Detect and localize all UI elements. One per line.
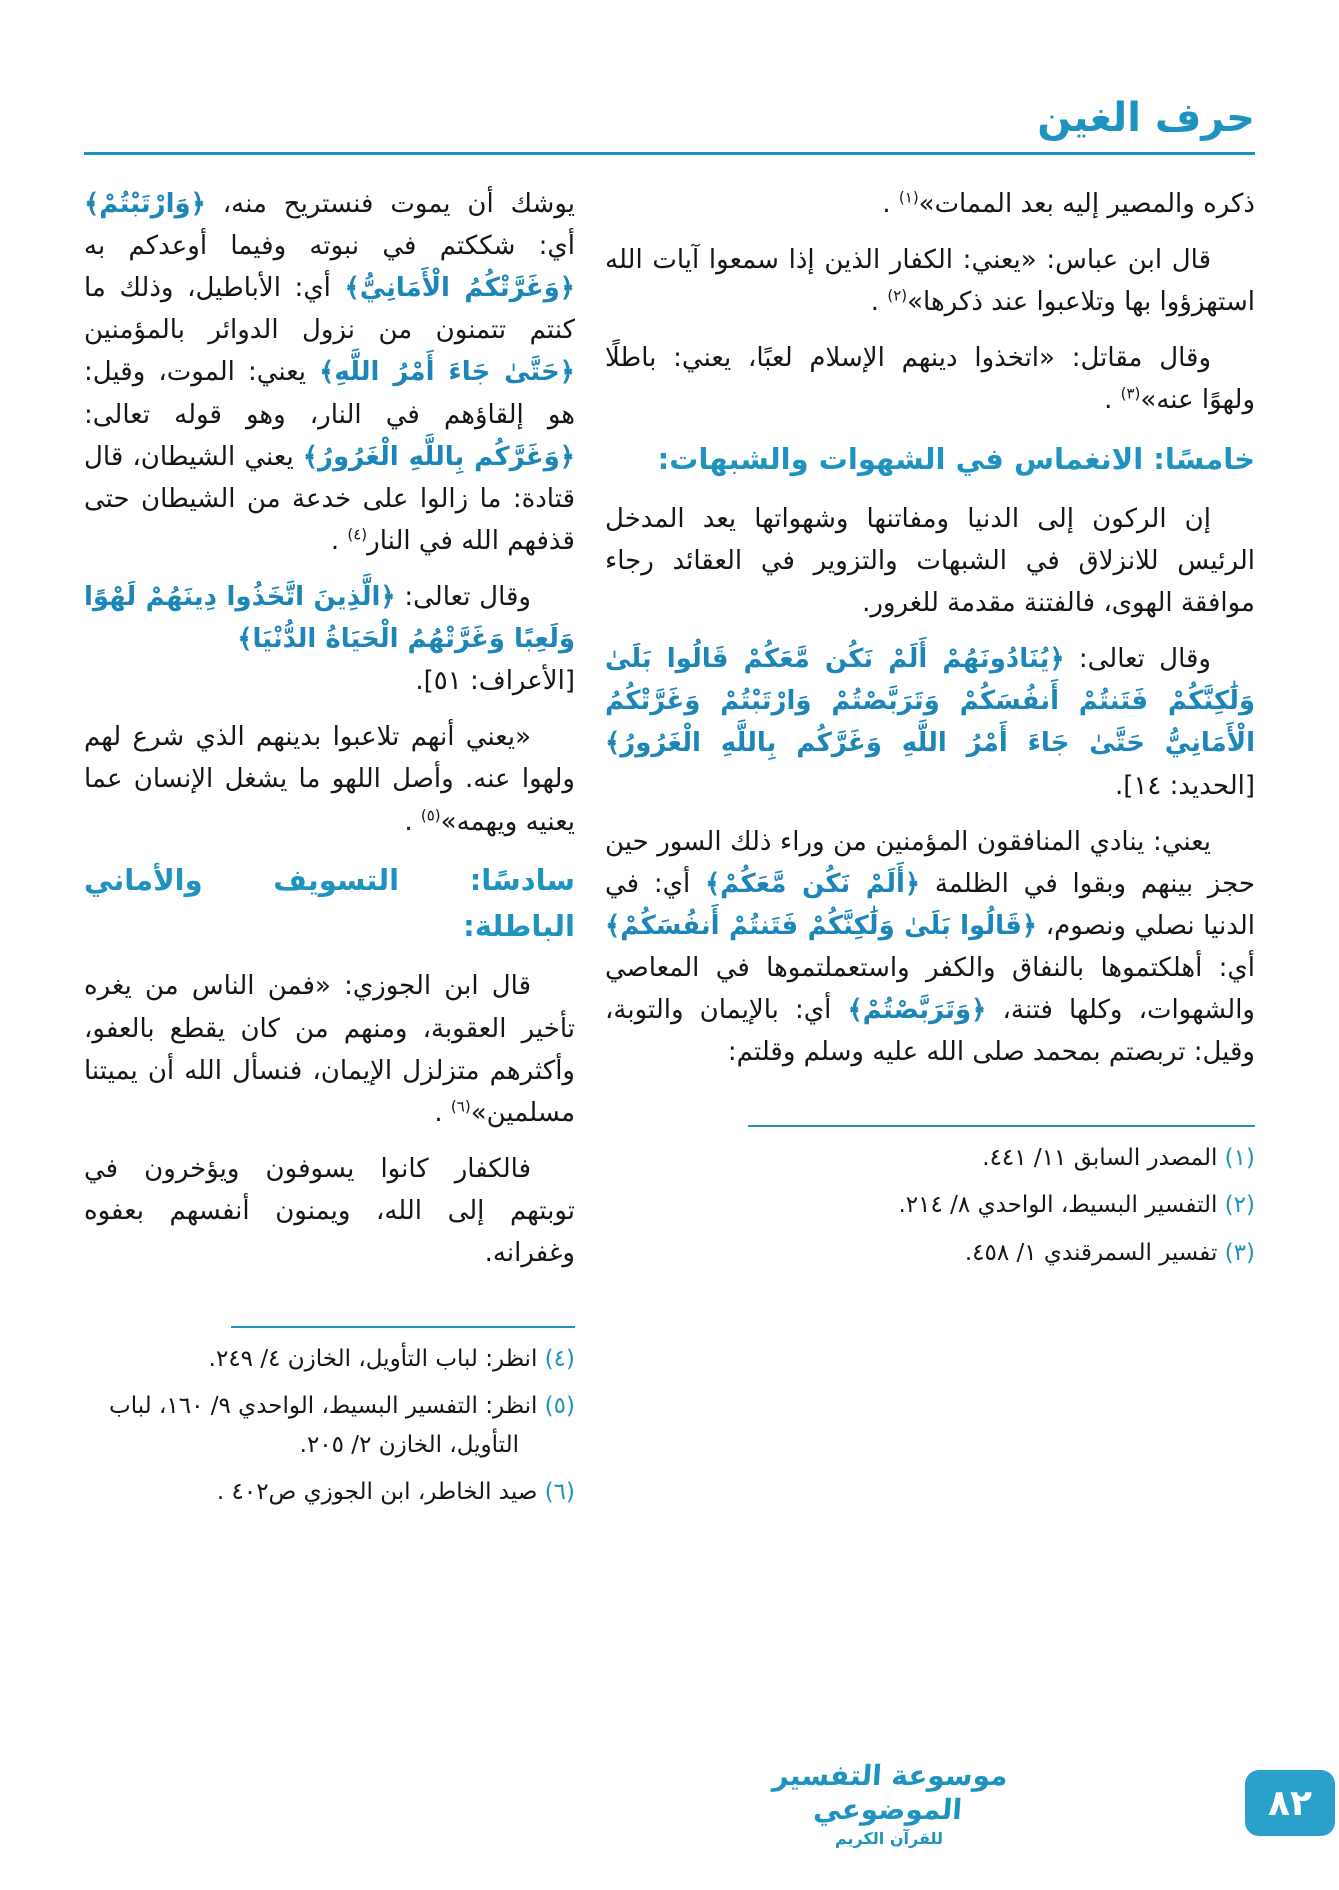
footnote-number: (١) <box>1224 1145 1255 1172</box>
text-run: . <box>434 1097 451 1128</box>
footnote-number: (٤) <box>544 1346 575 1373</box>
text-run: وقال تعالى: <box>1064 644 1211 675</box>
text-run: قال ابن عباس: «يعني: الكفار الذين إذا سمعوا آيات الله استهزؤوا بها وتلاعبوا عند ذكرها» <box>605 245 1255 318</box>
paragraph <box>84 965 575 1133</box>
footnote-text: صيد الخاطر، ابن الجوزي ص٤٠٢ . <box>216 1479 545 1506</box>
footnote <box>605 1234 1255 1273</box>
text-run: وقال تعالى: <box>395 581 531 612</box>
text-run: يعني الشيطان، قال قتادة: ما زالوا على خدعة من الشيطان حتى قذفهم الله في النار <box>84 441 575 556</box>
page-number: ٨٢ <box>1268 1782 1312 1824</box>
paragraph <box>84 183 575 562</box>
column-right <box>605 183 1255 1521</box>
text-run: «يعني أنهم تلاعبوا بدينهم الذي شرع لهم ولهوا عنه. وأصل اللهو ما يشغل الإنسان عما يعنيه ويهمه» <box>84 722 575 837</box>
paragraph <box>84 1148 575 1274</box>
quran-verse: ﴿يُنَادُونَهُمْ أَلَمْ نَكُن مَّعَكُمْ قَالُوا بَلَىٰ وَلَٰكِنَّكُمْ فَتَنتُمْ أَنفُسَكُمْ وَتَرَبَّصْتُمْ وَارْتَبْتُمْ وَغَرَّتْكُمُ الْأَمَانِيُّ حَتَّىٰ جَاءَ أَمْرُ اللَّهِ وَغَرَّكُم بِاللَّهِ الْغَرُورُ﴾ <box>605 644 1255 759</box>
quran-verse: ﴿حَتَّىٰ جَاءَ أَمْرُ اللَّهِ﴾ <box>319 357 576 388</box>
footnote-ref: (٢) <box>887 286 908 305</box>
text-run: يعني: ينادي المنافقون المؤمنين من وراء ذلك السور حين حجز بينهم وبقوا في الظلمة <box>605 826 1256 899</box>
text-run: يعني: الموت، وقيل: هو إلقاؤهم في النار، وهو قوله تعالى: <box>84 357 575 430</box>
footnote-text: انظر: لباب التأويل، الخازن ٤/ ٢٤٩. <box>208 1346 545 1373</box>
footnote-number: (٦) <box>544 1479 575 1506</box>
column-left <box>84 183 575 1521</box>
text-run: . <box>330 525 348 556</box>
column-left-footnotes <box>84 1326 575 1520</box>
section-heading: خامسًا: الانغماس في الشهوات والشبهات: <box>657 441 1255 476</box>
footnote-number: (٢) <box>1224 1192 1255 1219</box>
paragraph <box>605 498 1255 624</box>
text-run: أي: الأباطيل، وذلك ما كنتم تتمنون من نزول الدوائر بالمؤمنين <box>84 273 575 346</box>
text-run: . <box>870 287 888 318</box>
quran-verse: ﴿الَّذِينَ اتَّخَذُوا دِينَهُمْ لَهْوًا وَلَعِبًا وَغَرَّتْهُمُ الْحَيَاةُ الدُّنْيَا﴾ <box>84 581 575 655</box>
column-right-body <box>605 183 1255 1087</box>
footnote-ref: (١) <box>898 188 919 207</box>
paragraph <box>605 239 1255 323</box>
footnote-ref: (٣) <box>1120 384 1141 403</box>
footnote <box>84 1387 575 1465</box>
paragraph <box>605 638 1255 806</box>
quran-verse: ﴿قَالُوا بَلَىٰ وَلَٰكِنَّكُمْ فَتَنتُمْ أَنفُسَكُمْ﴾ <box>605 910 1038 941</box>
text-run: أي: بالإيمان والتوبة، وقيل: تربصتم بمحمد صلى الله عليه وسلم وقلتم: <box>605 995 1255 1068</box>
paragraph <box>84 576 575 702</box>
text-run: أي: شككتم في نبوته وفيما أوعدكم به <box>84 231 575 262</box>
column-left-body <box>84 183 575 1288</box>
footnote-text: المصدر السابق ١١/ ٤٤١. <box>982 1145 1225 1172</box>
footnote-ref: (٦) <box>450 1097 471 1116</box>
text-run: أي: في الدنيا نصلي ونصوم، <box>605 868 1255 941</box>
text-run: ذكره والمصير إليه بعد الممات» <box>918 189 1255 219</box>
footnote <box>84 1340 575 1379</box>
quran-verse: ﴿وَغَرَّكُم بِاللَّهِ الْغَرُورُ﴾ <box>302 441 575 472</box>
paragraph <box>84 716 575 842</box>
footnote-ref: (٥) <box>420 805 441 824</box>
publisher-logo <box>769 1759 1009 1848</box>
text-run: قال ابن الجوزي: «فمن الناس من يغره تأخير العقوبة، ومنهم من كان يقطع بالعفو، وأكثرهم متزلزل الإيمان، فنسأل الله أن يميتنا مسلمين» <box>84 971 575 1128</box>
column-right-footnotes <box>605 1125 1255 1280</box>
text-run: فالكفار كانوا يسوفون ويؤخرون في توبتهم إلى الله، ويمنون أنفسهم بعفوه وغفرانه. <box>84 1153 575 1269</box>
footnote-text: تفسير السمرقندي ١/ ٤٥٨. <box>964 1239 1225 1266</box>
text-run: . <box>1104 385 1121 416</box>
page-number-badge <box>1245 1770 1335 1836</box>
paragraph <box>605 821 1255 1074</box>
text-run: يوشك أن يموت فنستريح منه، <box>205 189 575 219</box>
publisher-logo-title: موسوعة التفسير الموضوعي <box>771 1758 1009 1826</box>
publisher-logo-subtitle: للقرآن الكريم <box>834 1829 944 1848</box>
footnote-ref: (٤) <box>347 525 368 544</box>
header-divider <box>84 152 1255 155</box>
footnote-divider <box>748 1125 1255 1127</box>
text-run: إن الركون إلى الدنيا ومفاتنها وشهواتها يعد المدخل الرئيس للانزلاق في الشبهات والتزوير في العقائد رجاء موافقة الهوى، فالفتنة مقدمة للغرور. <box>605 503 1255 619</box>
footnote <box>605 1139 1255 1178</box>
footnote-text: انظر: التفسير البسيط، الواحدي ٩/ ١٦٠، لباب التأويل، الخازن ٢/ ٢٠٥. <box>109 1393 545 1459</box>
footnote-text: التفسير البسيط، الواحدي ٨/ ٢١٤. <box>898 1192 1225 1219</box>
footnote <box>605 1186 1255 1225</box>
footnote-number: (٣) <box>1224 1239 1255 1266</box>
text-run: [الأعراف: ٥١]. <box>415 666 575 697</box>
quran-verse: ﴿أَلَمْ نَكُن مَّعَكُمْ﴾ <box>704 868 921 899</box>
page-header <box>84 96 1255 155</box>
footnote-divider <box>231 1326 575 1328</box>
text-run: أي: أهلكتموها بالنفاق والكفر واستعملتموها في المعاصي والشهوات، وكلها فتنة، <box>605 953 1255 1026</box>
section-heading: سادسًا: التسويف والأماني الباطلة: <box>84 862 575 944</box>
quran-verse: ﴿وَتَرَبَّصْتُمْ﴾ <box>847 995 987 1026</box>
text-run: [الحديد: ١٤]. <box>1115 770 1255 801</box>
quran-verse: ﴿وَغَرَّتْكُمُ الْأَمَانِيُّ﴾ <box>344 273 575 304</box>
text-run: . <box>404 806 421 837</box>
text-run: وقال مقاتل: «اتخذوا دينهم الإسلام لعبًا، يعني: باطلًا ولهوًا عنه» <box>605 343 1255 416</box>
footnote-list <box>605 1139 1255 1272</box>
footnote-list <box>84 1340 575 1512</box>
footnote <box>84 1473 575 1512</box>
text-run: . <box>882 189 899 219</box>
paragraph <box>605 183 1255 225</box>
chapter-title: حرف الغين <box>1037 95 1255 141</box>
footnote-number: (٥) <box>544 1393 575 1420</box>
two-column-layout <box>84 183 1255 1521</box>
paragraph <box>605 337 1255 421</box>
quran-verse: ﴿وَارْتَبْتُمْ﴾ <box>84 189 206 219</box>
